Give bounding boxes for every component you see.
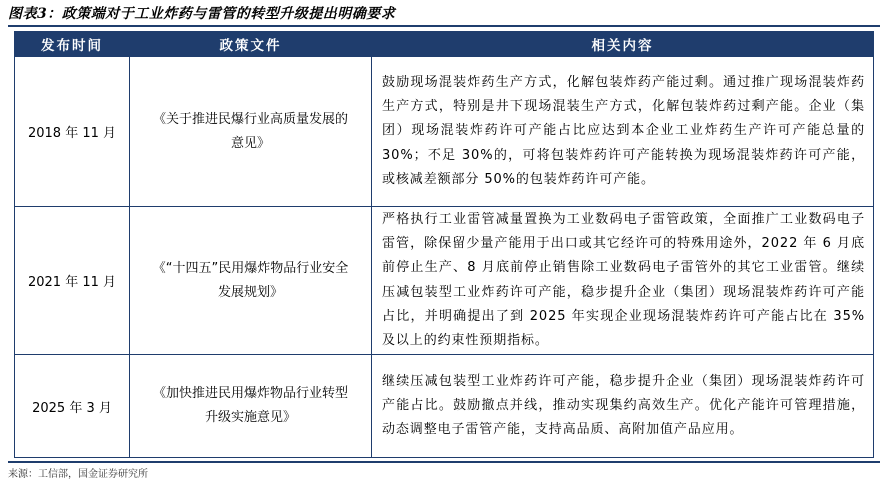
table-row bbox=[15, 207, 874, 355]
header-policy-document: 政策文件 bbox=[130, 32, 372, 57]
figure-title: 图表3：政策端对于工业炸药与雷管的转型升级提出明确要求 bbox=[8, 6, 396, 22]
release-date-cell: 2021 年 11 月 bbox=[15, 207, 130, 355]
table-header-row bbox=[15, 32, 874, 57]
policy-document-cell: 《“十四五”民用爆炸物品行业安全发展规划》 bbox=[130, 207, 372, 355]
policy-document-cell: 《加快推进民用爆炸物品行业转型升级实施意见》 bbox=[130, 355, 372, 458]
release-date-cell: 2025 年 3 月 bbox=[15, 355, 130, 458]
header-related-content: 相关内容 bbox=[372, 32, 874, 57]
policy-table bbox=[14, 31, 874, 458]
header-release-date: 发布时间 bbox=[15, 32, 130, 57]
table-row bbox=[15, 57, 874, 207]
source-note: 来源：工信部，国金证券研究所 bbox=[8, 469, 148, 480]
policy-document-cell: 《关于推进民爆行业高质量发展的意见》 bbox=[130, 57, 372, 207]
release-date-cell: 2018 年 11 月 bbox=[15, 57, 130, 207]
related-content-cell: 严格执行工业雷管减量置换为工业数码电子雷管政策，全面推广工业数码电子雷管，除保留少量产能用于出口或其它经许可的特殊用途外，2022 年 6 月底前停止生产、8 月底前停止销售除工业数码电子雷管外的其它工业雷管。继续压减包装型工业炸药许可产能，稳步提升企业（集团）现场混装炸药许可产能占比，并明确提出了到 2025 年实现企业现场混装炸药许可产能占比在 35%及以上的约束性预期指标。 bbox=[372, 207, 874, 355]
related-content-cell: 鼓励现场混装炸药生产方式，化解包装炸药产能过剩。通过推广现场混装炸药生产方式，特别是井下现场混装生产方式，化解包装炸药过剩产能。企业（集团）现场混装炸药许可产能占比应达到本企业工业炸药生产许可产能总量的 30%；不足 30%的，可将包装炸药许可产能转换为现场混装炸药许可产能，或核减差额部分 50%的包装炸药许可产能。 bbox=[372, 57, 874, 207]
table-row bbox=[15, 355, 874, 458]
bottom-rule bbox=[8, 461, 880, 463]
related-content-cell: 继续压减包装型工业炸药许可产能，稳步提升企业（集团）现场混装炸药许可产能占比。鼓励撤点并线，推动实现集约高效生产。优化产能许可管理措施，动态调整电子雷管产能，支持高品质、高附加值产品应用。 bbox=[372, 355, 874, 458]
top-rule bbox=[8, 25, 880, 27]
